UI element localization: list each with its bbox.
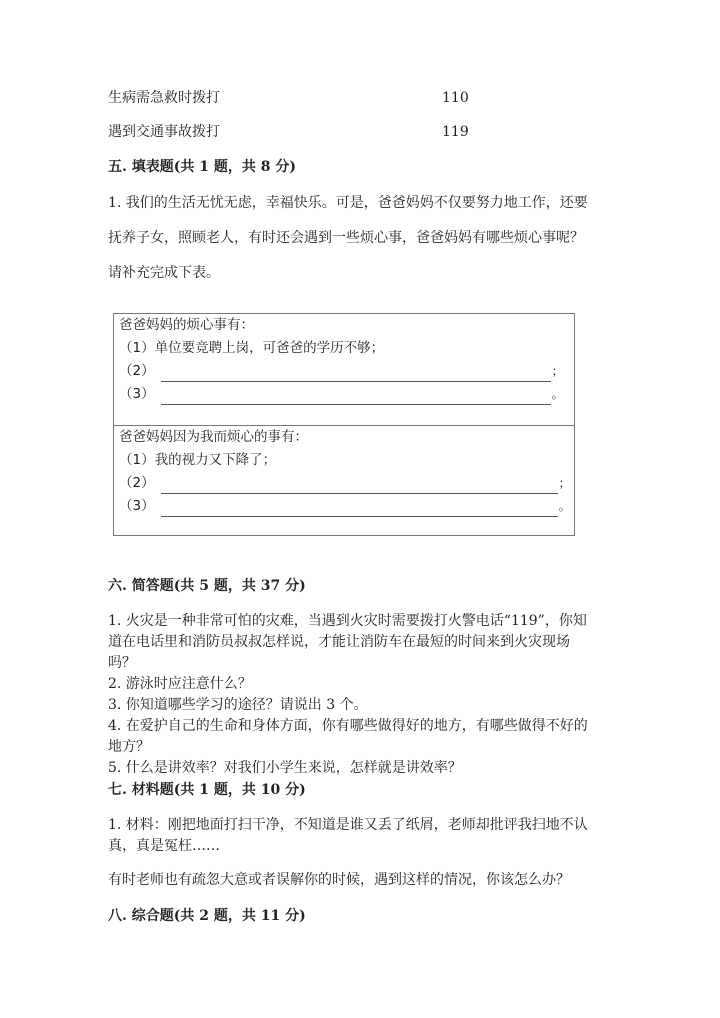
- short-answer-questions: [108, 611, 588, 779]
- material-text: [108, 815, 588, 857]
- table-section-worries-about-me: [114, 425, 574, 536]
- section-heading: 六. 简答题(共 5 题，共 37 分): [108, 578, 306, 594]
- matching-row-label: 生病需急救时拨打: [108, 90, 220, 106]
- matching-row-number: 110: [442, 90, 469, 106]
- item-end: 。: [558, 499, 571, 513]
- answer-blank[interactable]: [161, 479, 558, 494]
- question-line: 3. 你知道哪些学习的途径？请说出 3 个。: [108, 697, 368, 713]
- question-line: 1. 我们的生活无忧无虑，幸福快乐。可是，爸爸妈妈不仅要努力地工作，还要: [108, 195, 588, 211]
- question-line: 1. 火灾是一种非常可怕的灾难，当遇到火灾时需要拨打火警电话“119”，你知: [108, 613, 587, 629]
- answer-blank[interactable]: [161, 367, 551, 382]
- material-line: 1. 材料：刚把地面打扫干净，不知道是谁又丢了纸屑，老师却批评我扫地不认: [108, 817, 588, 833]
- answer-blank[interactable]: [161, 390, 551, 405]
- material-question: 有时老师也有疏忽大意或者误解你的时候，遇到这样的情况，你该怎么办？: [108, 872, 570, 888]
- table-item: （1）我的视力又下降了；: [119, 452, 277, 468]
- question-line: 5. 什么是讲效率？对我们小学生来说，怎样就是讲效率？: [108, 760, 462, 776]
- question-line: 2. 游泳时应注意什么？: [108, 676, 252, 692]
- item-end: 。: [551, 387, 564, 401]
- question-line: 请补充完成下表。: [108, 265, 220, 281]
- table-section-parents-worries: [114, 314, 574, 425]
- question-line: 道在电话里和消防员叔叔怎样说，才能让消防车在最短的时间来到火灾现场: [108, 634, 570, 650]
- table-item-blank: [119, 383, 564, 405]
- table-item: （1）单位要竞聘上岗，可爸爸的学历不够；: [119, 340, 385, 356]
- table-item-blank: [119, 495, 571, 517]
- item-prefix: （3）: [119, 498, 155, 514]
- item-prefix: （2）: [119, 475, 155, 491]
- table-item-blank: [119, 360, 564, 382]
- answer-blank[interactable]: [161, 502, 558, 517]
- question-line: 地方？: [108, 739, 150, 755]
- question-line: 吗？: [108, 655, 136, 671]
- section-heading: 五. 填表题(共 1 题，共 8 分): [108, 159, 296, 175]
- item-end: ；: [558, 476, 571, 490]
- item-end: ；: [551, 364, 564, 378]
- section-heading: 七. 材料题(共 1 题，共 10 分): [108, 782, 306, 798]
- table-item-blank: [119, 472, 571, 494]
- question-text: [108, 186, 588, 291]
- material-line: 真，真是冤枉……: [108, 838, 220, 854]
- question-line: 4. 在爱护自己的生命和身体方面，你有哪些做得好的地方，有哪些做得不好的: [108, 718, 588, 734]
- question-line: 抚养子女，照顾老人，有时还会遇到一些烦心事，爸爸妈妈有哪些烦心事呢？: [108, 230, 584, 246]
- fill-in-table: [113, 313, 575, 536]
- matching-row-label: 遇到交通事故拨打: [108, 124, 220, 140]
- item-prefix: （2）: [119, 363, 155, 379]
- table-section-title: 爸爸妈妈的烦心事有：: [119, 317, 254, 333]
- item-prefix: （3）: [119, 386, 155, 402]
- table-section-title: 爸爸妈妈因为我而烦心的事有：: [119, 429, 308, 445]
- matching-row-number: 119: [442, 124, 469, 140]
- section-heading: 八. 综合题(共 2 题，共 11 分): [108, 908, 306, 924]
